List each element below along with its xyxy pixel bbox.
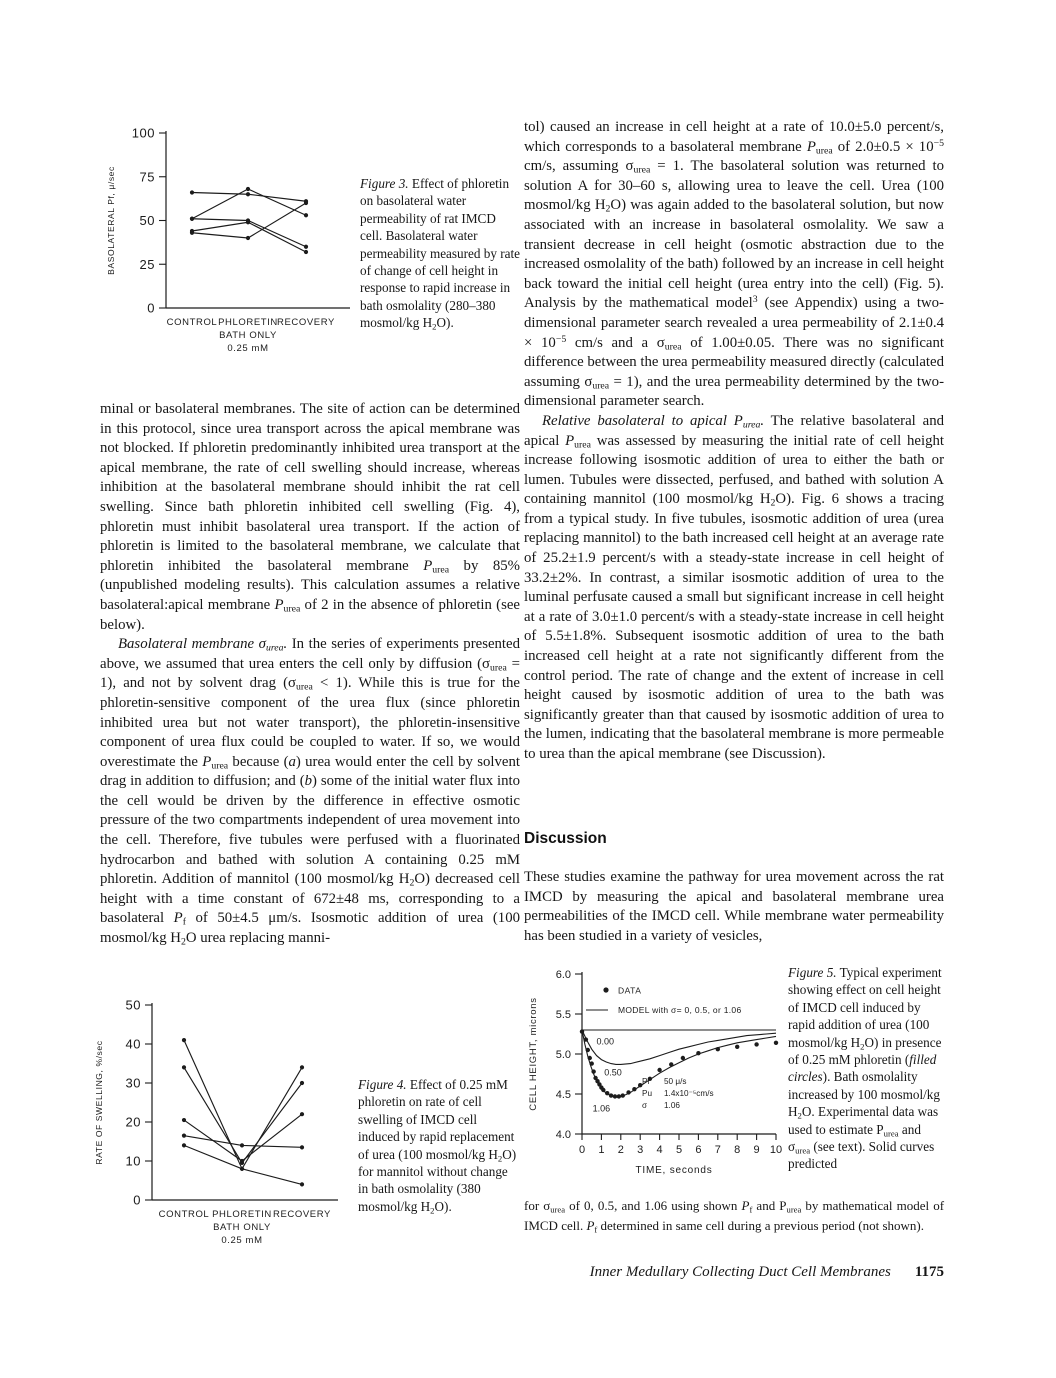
- x-category-label: CONTROL: [158, 1209, 210, 1220]
- series-line-3: [184, 1114, 302, 1161]
- data-point: [240, 1143, 244, 1147]
- y-tick-label: 5.0: [555, 1049, 571, 1061]
- data-point: [182, 1118, 186, 1122]
- figure-5: [524, 960, 944, 1192]
- page-number: 1175: [914, 1264, 944, 1280]
- data-point: [669, 1062, 673, 1066]
- series-line-2: [184, 1067, 302, 1163]
- paragraph: Relative basolateral to apical $P_{urea}$. The relative basolateral and apical $P_{urea}$ was assessed by measuring the initial rate of cell height increase following isosmotic addition of urea to either the bath or lumen. Tubules were dissected, perfused, and bathed with solution A containing mannitol (100 mosmol/kg $H_2O$). Fig. 6 shows a tracing from a typical study. In five tubules, isosmotic addition of urea (urea replacing mannitol) to the bath increased cell height at an average rate of 25.2±1.9 percent/s with a steady-state increase in cell height of 33.2±2%. In contrast, a similar isosmotic addition of urea to the luminal perfusate caused a small but significant increase in cell height at a rate of 3.0±1.0 percent/s with a steady-state increase in cell height of 5.5±1.8%. Subsequent isosmotic addition of urea to the bath increased cell height at a rate not significantly different from the control period. The rate of change and the extent of increase in cell height caused by isosmotic addition of urea to the bath was significantly greater than that caused by isosmotic addition of urea to the lumen, indicating that the basolateral membrane is more permeable to urea than the apical membrane (see Discussion).: [524, 412, 944, 762]
- x-category-label: RECOVERY: [277, 317, 335, 328]
- data-point: [590, 1061, 594, 1065]
- data-point: [246, 187, 250, 191]
- data-point: [696, 1051, 700, 1055]
- y-tick-label: 50: [125, 997, 141, 1013]
- data-point: [246, 220, 250, 224]
- data-point: [735, 1045, 739, 1049]
- data-point: [190, 190, 194, 194]
- series-line-1: [184, 1040, 302, 1169]
- x-tick-label: 10: [769, 1144, 783, 1156]
- data-point: [621, 1093, 625, 1097]
- figure-5-caption: Figure 5. Typical experiment showing effect on cell height of IMCD cell induced by rapid addition of urea (100 mosmol/kg $H_2O$) in presence of 0.25 mM phloretin (filled circles). Bath osmolality increased by 100 mosmol/kg $H_2O$. Experimental data was used to estimate $P_{urea}$ and $\sigma_{urea}$ (see text). Solid curves predicted: [788, 965, 942, 1172]
- x-tick-label: 2: [617, 1144, 624, 1156]
- data-point: [754, 1042, 758, 1046]
- curve-label: 0.00: [596, 1036, 615, 1047]
- y-tick-label: 100: [131, 125, 155, 141]
- legend-data-marker: [603, 987, 608, 992]
- figure-3: [100, 120, 520, 380]
- paragraph: minal or basolateral membranes. The site of action can be determined in this protocol, since urea transport across the apical membrane was not blocked. If phloretin predominantly inhibited urea transport at the apical membrane, the rate of cell swelling should increase, whereas inhibition at the basolateral membrane should inhibit the rat cell swelling. Since bath phloretin inhibited cell swelling (Fig. 4), phloretin must inhibit basolateral urea transport. If the action of phloretin is limited to the basolateral membrane, we calculate that phloretin inhibited the basolateral membrane $P_{urea}$ by 85% (unpublished modeling results). This calculation assumes a relative basolateral:apical membrane $P_{urea}$ of 2 in the absence of phloretin (see below).: [100, 401, 520, 633]
- data-point: [588, 1056, 592, 1060]
- y-tick-label: 20: [125, 1114, 141, 1130]
- y-tick-label: 5.5: [555, 1009, 571, 1021]
- data-point: [300, 1081, 304, 1085]
- annotation-label: σ: [642, 1101, 648, 1110]
- data-point: [182, 1038, 186, 1042]
- x-tick-label: 7: [714, 1144, 721, 1156]
- x-tick-label: 4: [656, 1144, 663, 1156]
- data-point: [300, 1065, 304, 1069]
- data-point: [609, 1093, 613, 1097]
- data-point: [586, 1048, 590, 1052]
- data-point: [304, 201, 308, 205]
- data-point: [190, 217, 194, 221]
- data-point: [605, 1091, 609, 1095]
- discussion-heading: Discussion: [524, 830, 607, 847]
- data-point: [626, 1090, 630, 1094]
- data-point: [632, 1087, 636, 1091]
- y-tick-label: 6.0: [555, 969, 571, 981]
- x-tick-label: 0: [578, 1144, 586, 1156]
- y-tick-label: 30: [125, 1075, 141, 1091]
- data-point: [190, 231, 194, 235]
- x-tick-label: 5: [675, 1144, 683, 1156]
- data-point: [300, 1182, 304, 1186]
- annotation-value: 1.06: [664, 1101, 680, 1110]
- y-axis-label: BASOLATERAL Pf, μ/sec: [106, 166, 116, 275]
- data-point: [591, 1069, 595, 1073]
- x-tick-label: 1: [598, 1144, 605, 1156]
- annotation-value: 50 μ/s: [664, 1077, 687, 1086]
- right-column: [524, 118, 944, 1378]
- series-line-5: [184, 1145, 302, 1184]
- data-point: [580, 1029, 584, 1033]
- y-tick-label: 75: [139, 169, 155, 185]
- x-category-label: PHLORETIN: [218, 317, 278, 328]
- x-axis-label: TIME, seconds: [635, 1165, 713, 1176]
- curve-label: 1.06: [592, 1103, 611, 1114]
- x-category-label: BATH ONLY: [213, 1222, 271, 1233]
- figure-4: [94, 990, 520, 1280]
- figure-4-caption: Figure 4. Effect of 0.25 mM phloretin on rate of cell swelling of IMCD cell induced by rapid replacement of urea (100 mosmol/kg $H_2O$) for mannitol without change in bath osmolality (380 mosmol/kg $H_2O$).: [358, 1077, 517, 1216]
- data-point: [182, 1143, 186, 1147]
- data-point: [240, 1167, 244, 1171]
- data-point: [613, 1094, 617, 1098]
- model-curve-sigma-0.50: [582, 1030, 776, 1064]
- data-point: [601, 1088, 605, 1092]
- paragraph: tol) caused an increase in cell height at a rate of 10.0±5.0 percent/s, which corresponds to a basolateral membrane $P_{urea}$ of $2.0\pm 0.5 \times 10^{-5}$ cm/s, assuming $\sigma_{urea} = 1$. The basolateral solution was returned to solution A for 30–60 s, allowing urea to leave the cell. Urea (100 mosmol/kg $H_2O$) was again added to the basolateral solution, but now associated with an increase in basolateral osmolality. We saw a transient decrease in cell height (osmotic abstraction due to the increased osmolality of the bath) followed by an increase in cell height back toward the initial cell height (urea entry into the cell) (Fig. 5). Analysis by the mathematical model$^3$ (see Appendix) using a two-dimensional parameter search revealed a urea permeability of $2.1\pm 0.4 \times 10^{-5}$ cm/s and a $\sigma_{urea}$ of 1.00±0.05. There was no significant difference between the urea permeability measured directly (calculated assuming $\sigma_{urea} = 1$), and the urea permeability determined by the two-dimensional parameter search.: [524, 119, 945, 410]
- data-point: [246, 236, 250, 240]
- figure-4-chart: [94, 990, 380, 1258]
- data-point: [304, 245, 308, 249]
- data-point: [681, 1056, 685, 1060]
- x-tick-label: 8: [734, 1144, 741, 1156]
- x-category-label: BATH ONLY: [219, 330, 277, 341]
- figure-5-caption-continuation: for $\sigma_{urea}$ of 0, 0.5, and 1.06 using shown $P_f$ and $P_{urea}$ by mathematical model of IMCD cell. $P_f$ determined in same cell during a previous period (not shown).: [524, 1198, 945, 1235]
- data-point: [584, 1037, 588, 1041]
- y-tick-label: 50: [139, 213, 155, 228]
- data-point: [246, 192, 250, 196]
- x-category-label: RECOVERY: [273, 1209, 331, 1220]
- paragraph: Basolateral membrane $\sigma_{urea}$. In the series of experiments presented above, we assumed that urea enters the cell only by diffusion $(\sigma_{urea} = 1)$, and not by solvent drag $(\sigma_{urea} < 1)$. While this is true for the phloretin-sensitive component of the urea flux (since phloretin inhibited urea but not water transport), the phloretin-insensitive component of urea flux could be coupled to water. If so, we would overestimate the $P_{urea}$ because (a) urea would enter the cell by solvent drag in addition to diffusion; and (b) some of the initial water flux into the cell would be driven by the difference in effective osmotic pressure of the two compartments independent of urea movement into the cell. Therefore, five tubules were perfused with a fluorinated hydrocarbon and bathed with solution A containing 0.25 mM phloretin. Addition of mannitol (100 mosmol/kg $H_2O$) decreased cell height with a time constant of 672±48 ms, corresponding to a basolateral $P_f$ of 50±4.5 μm/s. Isosmotic addition of urea (100 mosmol/kg $H_2O$ urea replacing manni-: [100, 636, 521, 948]
- y-axis-label: RATE OF SWELLING, %/sec: [94, 1040, 104, 1165]
- x-tick-label: 9: [753, 1144, 760, 1156]
- data-point: [240, 1159, 244, 1163]
- y-tick-label: 4.5: [555, 1089, 571, 1101]
- left-column-text: [100, 400, 520, 949]
- page-footer: [524, 1264, 944, 1281]
- paragraph: These studies examine the pathway for urea movement across the rat IMCD by measuring the apical and basolateral membrane urea permeabilities of the IMCD cell. While membrane water permeability has been studied in a variety of vesicles,: [524, 869, 944, 944]
- data-point: [304, 213, 308, 217]
- annotation-value: 1.4x10⁻⁵cm/s: [664, 1089, 714, 1098]
- data-point: [182, 1065, 186, 1069]
- data-point: [617, 1094, 621, 1098]
- data-point: [300, 1145, 304, 1149]
- data-point: [304, 250, 308, 254]
- x-tick-label: 3: [637, 1144, 644, 1156]
- x-category-label: PHLORETIN: [212, 1209, 272, 1220]
- y-tick-label: 0: [133, 1192, 141, 1208]
- y-tick-label: 0: [147, 300, 155, 316]
- y-tick-label: 10: [125, 1153, 141, 1169]
- x-category-label: CONTROL: [166, 317, 218, 328]
- curve-label: 0.50: [604, 1067, 622, 1078]
- y-axis-label: CELL HEIGHT, microns: [528, 997, 539, 1111]
- y-tick-label: 40: [125, 1036, 141, 1052]
- x-category-label: 0.25 mM: [227, 343, 269, 354]
- x-category-label: 0.25 mM: [221, 1235, 263, 1246]
- legend-data-label: DATA: [618, 985, 642, 996]
- y-tick-label: 25: [139, 256, 155, 272]
- data-point: [300, 1112, 304, 1116]
- right-column-text: [524, 118, 944, 765]
- annotation-label: Pu: [642, 1089, 653, 1098]
- figure-3-caption: Figure 3. Effect of phloretin on basolateral water permeability of rat IMCD cell. Basolateral water permeability measured by rate of change of cell height in response to rapid increase in bath osmolality (280–380 mosmol/kg $H_2O$).: [360, 176, 521, 332]
- left-column: [94, 118, 521, 1378]
- data-point: [182, 1134, 186, 1138]
- legend-model-label: MODEL with σ= 0, 0.5, or 1.06: [618, 1005, 742, 1015]
- data-point: [716, 1047, 720, 1051]
- data-point: [774, 1041, 778, 1045]
- annotation-label: Pf: [642, 1077, 650, 1086]
- figure-3-chart: [100, 120, 380, 362]
- x-tick-label: 6: [695, 1144, 702, 1156]
- running-title: Inner Medullary Collecting Duct Cell Membranes: [589, 1264, 891, 1280]
- data-point: [657, 1068, 661, 1072]
- y-tick-label: 4.0: [555, 1129, 571, 1141]
- figure-5-chart: [524, 960, 792, 1184]
